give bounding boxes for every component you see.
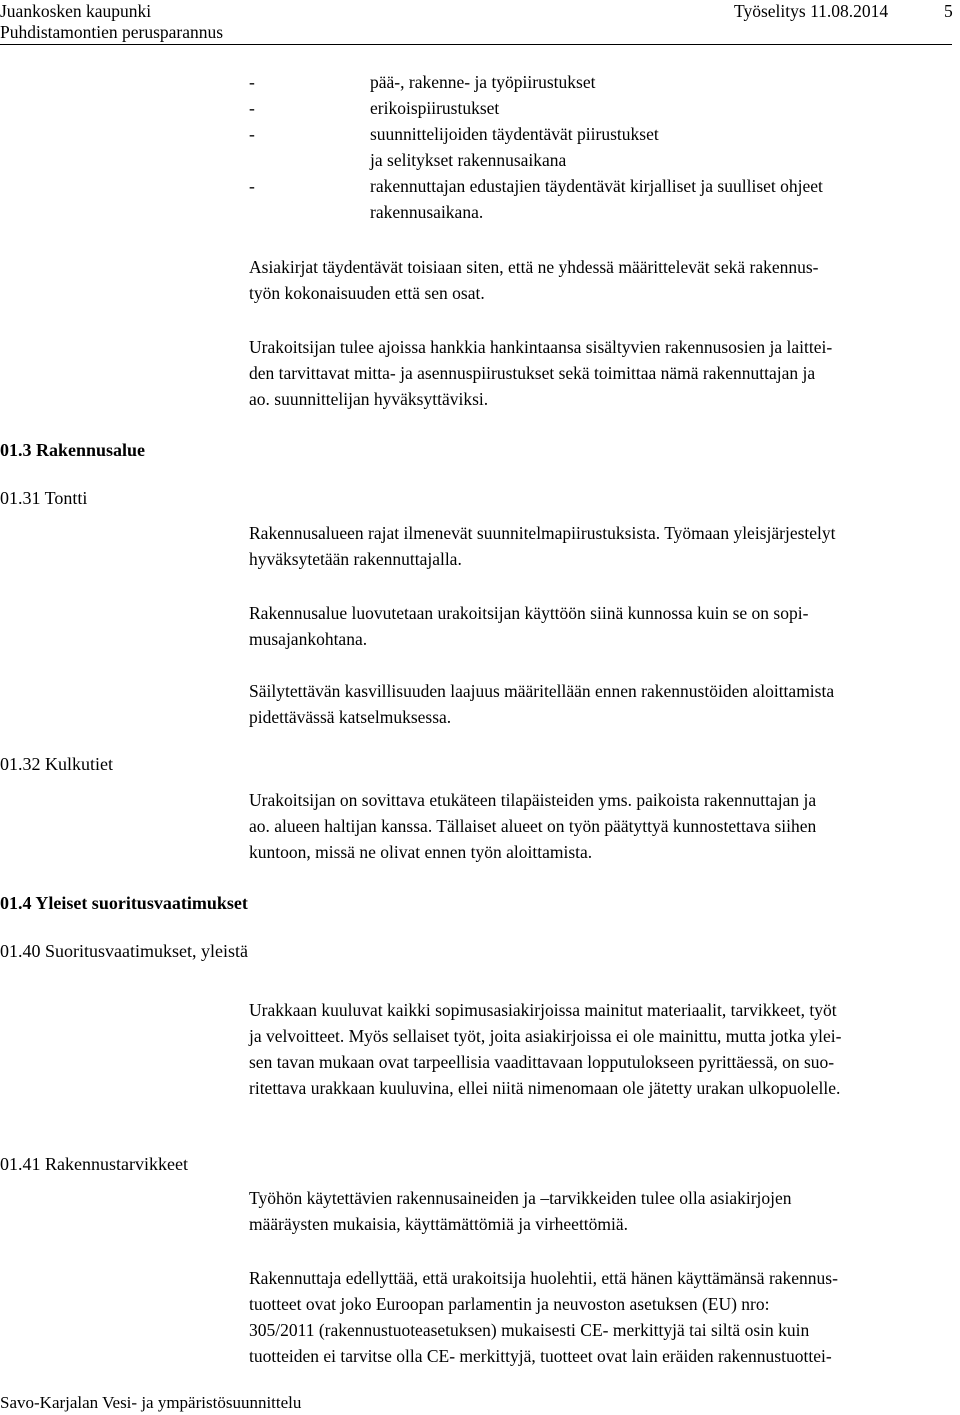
text-line: ao. alueen haltijan kanssa. Tällaiset alueet on työn päätyttyä kunnostettava siihen: [249, 816, 817, 836]
text-line: ritettava urakkaan kuuluvina, ellei niitä nimenomaan ole jätetty urakan ulkopuolelle.: [249, 1078, 841, 1098]
text-line: työn kokonaisuuden että sen osat.: [249, 283, 485, 303]
bullet-text: pää-, rakenne- ja työpiirustukset: [370, 72, 596, 92]
text-line: den tarvittavat mitta- ja asennuspiirustukset sekä toimittaa nämä rakennuttajan ja: [249, 363, 816, 383]
bullet-text: ja selitykset rakennusaikana: [370, 150, 567, 170]
heading-01-32: 01.32 Kulkutiet: [0, 754, 113, 774]
heading-01-3: 01.3 Rakennusalue: [0, 440, 146, 460]
text-line: ja velvoitteet. Myös sellaiset työt, joita asiakirjoissa ei ole mainittu, mutta jotka ylei-: [249, 1026, 842, 1046]
footer-company: Savo-Karjalan Vesi- ja ympäristösuunnittelu: [0, 1393, 302, 1412]
text-line: pidettävässä katselmuksessa.: [249, 707, 452, 727]
bullet-dash: -: [249, 98, 255, 118]
header-document: Työselitys 11.08.2014: [734, 1, 889, 21]
paragraph-ce-merkinta: [249, 1265, 838, 1369]
bullet-text: rakennuttajan edustajien täydentävät kirjalliset ja suulliset ohjeet: [370, 176, 823, 196]
text-line: Urakoitsijan tulee ajoissa hankkia hankintaansa sisältyvien rakennusosien ja laittei-: [249, 337, 833, 357]
paragraph-urakoitsija-piirustukset: [249, 334, 832, 412]
header-rule: [0, 44, 952, 45]
text-line: Rakennuttaja edellyttää, että urakoitsija huolehtii, että hänen käyttämänsä rakennus-: [249, 1268, 838, 1288]
heading-01-41: 01.41 Rakennustarvikkeet: [0, 1154, 188, 1174]
text-line: Työhön käytettävien rakennusaineiden ja –tarvikkeiden tulee olla asiakirjojen: [249, 1188, 792, 1208]
text-line: Asiakirjat täydentävät toisiaan siten, että ne yhdessä määrittelevät sekä rakennus-: [249, 257, 819, 277]
text-line: kuntoon, missä ne olivat ennen työn aloittamista.: [249, 842, 593, 862]
page-number: 5: [944, 1, 953, 21]
text-line: Säilytettävän kasvillisuuden laajuus määritellään ennen rakennustöiden aloittamista: [249, 681, 835, 701]
bullet-text: erikoispiirustukset: [370, 98, 500, 118]
header-org: Juankosken kaupunki: [0, 1, 152, 21]
bullet-dash: -: [249, 72, 255, 92]
text-line: tuotteet ovat joko Euroopan parlamentin ja neuvoston asetuksen (EU) nro:: [249, 1294, 770, 1314]
heading-01-4: 01.4 Yleiset suoritusvaatimukset: [0, 893, 248, 913]
text-line: tuotteiden ei tarvitse olla CE- merkittyjä, tuotteet ovat lain eräiden rakennustuottei-: [249, 1346, 832, 1366]
header-project: Puhdistamontien perusparannus: [0, 22, 224, 42]
text-line: määräysten mukaisia, käyttämättömiä ja virheettömiä.: [249, 1214, 629, 1234]
text-line: ao. suunnittelijan hyväksyttäviksi.: [249, 389, 489, 409]
text-line: Rakennusalue luovutetaan urakoitsijan käyttöön siinä kunnossa kuin se on sopi-: [249, 603, 809, 623]
text-line: 305/2011 (rakennustuoteasetuksen) mukaisesti CE- merkittyjä tai siltä osin kuin: [249, 1320, 810, 1340]
text-line: musajankohtana.: [249, 629, 368, 649]
paragraph-urakkaan-kuuluvat: [249, 997, 841, 1101]
heading-01-31: 01.31 Tontti: [0, 488, 88, 508]
paragraph-tilapaisteet: [249, 787, 816, 865]
paragraph-rakennusaineet: [249, 1185, 792, 1237]
heading-01-40: 01.40 Suoritusvaatimukset, yleistä: [0, 941, 248, 961]
text-line: Urakoitsijan on sovittava etukäteen tilapäisteiden yms. paikoista rakennuttajan ja: [249, 790, 817, 810]
paragraph-rakennusalueen-rajat: [249, 520, 836, 572]
bullet-dash: -: [249, 176, 255, 196]
paragraph-luovutus: [249, 600, 808, 652]
text-line: Rakennusalueen rajat ilmenevät suunnitelmapiirustuksista. Työmaan yleisjärjestelyt: [249, 523, 836, 543]
paragraph-kasvillisuus: [249, 678, 834, 730]
bullet-text: suunnittelijoiden täydentävät piirustukset: [370, 124, 659, 144]
text-line: sen tavan mukaan ovat tarpeellisia vaadittavaan lopputulokseen pyrittäessä, on suo-: [249, 1052, 835, 1072]
text-line: hyväksytetään rakennuttajalla.: [249, 549, 462, 569]
paragraph-asiakirjat: [249, 254, 819, 306]
bullet-text: rakennusaikana.: [370, 202, 484, 222]
text-line: Urakkaan kuuluvat kaikki sopimusasiakirjoissa mainitut materiaalit, tarvikkeet, työt: [249, 1000, 837, 1020]
bullet-dash: -: [249, 124, 255, 144]
